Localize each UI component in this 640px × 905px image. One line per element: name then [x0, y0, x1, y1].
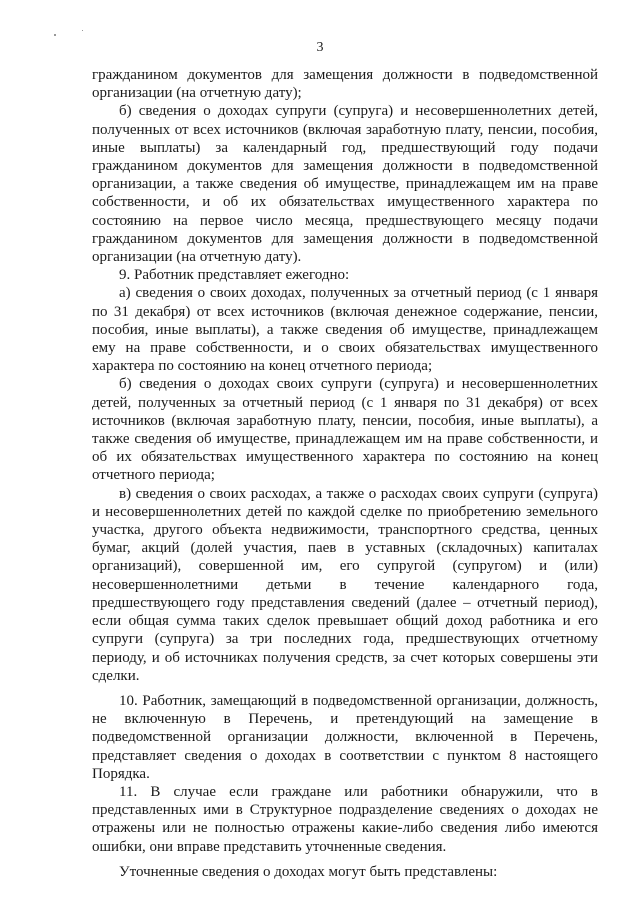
paragraph-9a: а) сведения о своих доходах, полученных за отчетный период (с 1 января по 31 декабря) от всех источников (включая денежное содержание, пенсии, пособия, иные выплаты), а также сведения об имуществе, принадлежащем ему на праве собственности, и о своих обязательствах имущественного характера по состоянию на конец отчетного периода;	[92, 285, 598, 375]
paragraph-8b: б) сведения о доходах супруги (супруга) и несовершеннолетних детей, полученных от всех источников (включая заработную плату, пенсии, пособия, иные выплаты) за календарный год, предшествующий году подачи гражданином документов для замещения должности в подведомственной организации, а также сведения об имуществе, принадлежащем им на праве собственности, и об их обязательствах имущественного характера по состоянию на первое число месяца, предшествующего месяцу подачи гражданином документов для замещения должности в подведомственной организации (на отчетную дату).	[92, 103, 598, 266]
paragraph-11: 11. В случае если граждане или работники обнаружили, что в представленных ими в Структурное подразделение сведениях о доходах не отражены или не полностью отражены какие-либо сведения либо имеются ошибки, они вправе представить уточненные сведения.	[92, 783, 598, 855]
paragraph-9: 9. Работник представляет ежегодно:	[119, 267, 350, 284]
paragraph-continuation: гражданином документов для замещения должности в подведомственной организации (на отчетную дату);	[92, 67, 598, 102]
paragraph-9v: в) сведения о своих расходах, а также о расходах своих супруги (супруга) и несовершеннолетних детей по каждой сделке по приобретению земельного участка, другого объекта недвижимости, транспортного средства, ценных бумаг, акций (долей участия, паев в уставных (складочных) капиталах организаций), совершенной им, его супругой (супругом) и (или) несовершеннолетними детьми в течение календарного года, предшествующего году представления сведений (далее – отчетный период), если общая сумма таких сделок превышает общий доход работника и его супруги (супруга) за три последних года, предшествующих отчетному периоду, и об источниках получения средств, за счет которых совершены эти сделки.	[92, 485, 598, 684]
document-body	[92, 66, 598, 881]
paragraph-10: 10. Работник, замещающий в подведомственной организации, должность, не включенную в Перечень, и претендующий на замещение в подведомственной организации должности, включенной в Перечень, представляет сведения о доходах в соответствии с пунктом 8 настоящего Порядка.	[92, 692, 598, 782]
paragraph-11-continuation: Уточненные сведения о доходах могут быть представлены:	[119, 863, 498, 880]
scan-speck	[82, 30, 83, 31]
paragraph-9b: б) сведения о доходах своих супруги (супруга) и несовершеннолетних детей, полученных за отчетный период (с 1 января по 31 декабря) от всех источников (включая заработную плату, пенсии, пособия, иные выплаты), а также сведения об имуществе, принадлежащем им на праве собственности, и об их обязательствах имущественного характера по состоянию на конец отчетного периода;	[92, 376, 598, 484]
scan-speck	[54, 34, 56, 36]
page-number: 3	[316, 40, 324, 55]
